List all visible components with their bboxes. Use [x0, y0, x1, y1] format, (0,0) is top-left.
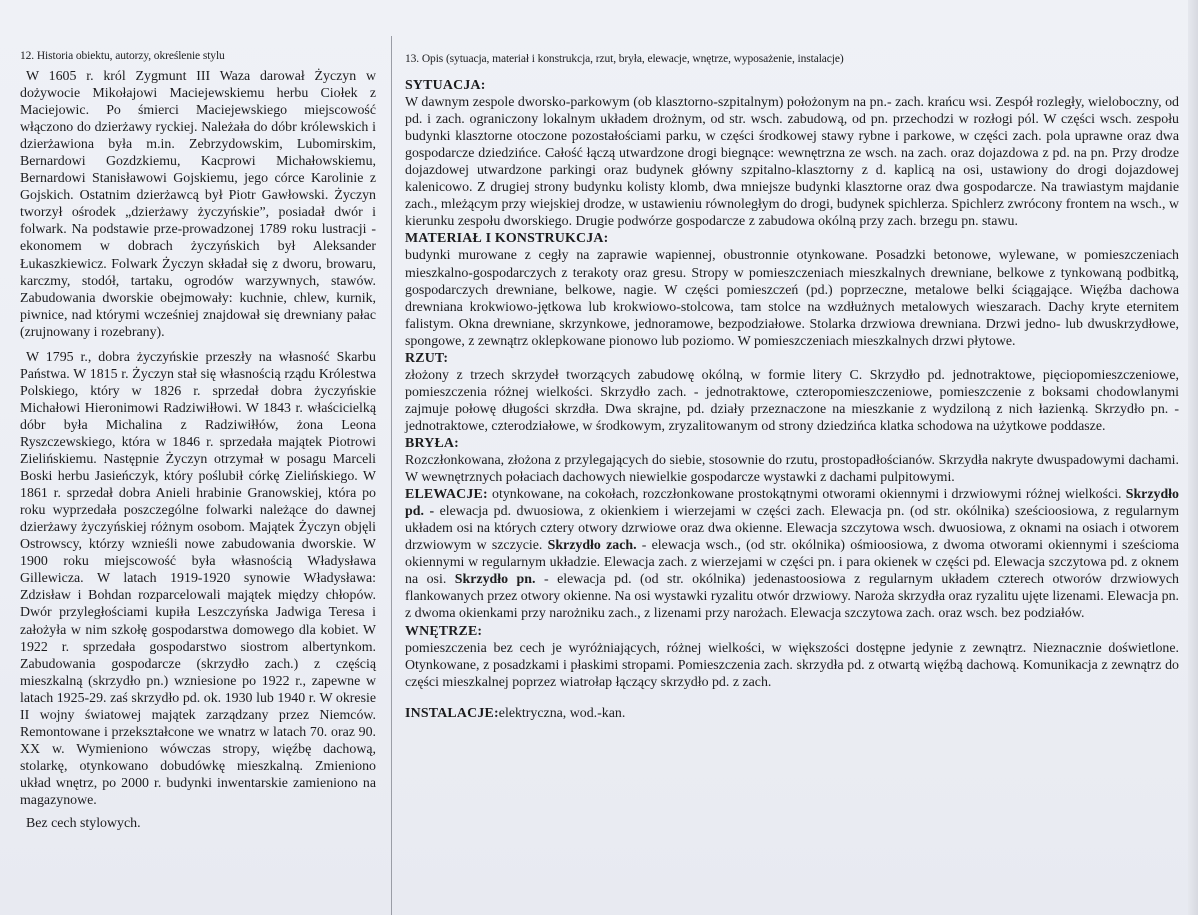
elewacje-paragraph [405, 486, 1179, 622]
history-heading: 12. Historia obiektu, autorzy, określenie stylu [20, 50, 225, 62]
bryla-title: BRYŁA: [405, 435, 459, 451]
instalacje-text: elektryczna, wod.-kan. [498, 705, 626, 721]
style-note: Bez cech stylowych. [26, 816, 141, 832]
elewacje-text-b: elewacja pd. dwuosiowa, z okienkiem i wierzejami w części zach. Elewacja pn. (od str. okólnika) sześcioosiowa, z regularnym układem osi na których cztery otwory dzrwiowe oraz dwa okienne. Elewacja szczytowa wsch. dwuosiowa, z oknami na osiach i otworem drzwiowym w szczycie. [405, 504, 1179, 554]
description-column [405, 52, 1179, 722]
rzut-title: RZUT: [405, 350, 449, 366]
column-divider [391, 36, 392, 915]
elewacje-text-a: otynkowane, na cokołach, rozczłonkowane prostokątnymi otworami okiennymi i drzwiowymi różnej wielkości. [487, 487, 1126, 503]
history-paragraph-1: W 1605 r. król Zygmunt III Waza darował Życzyn w dożywocie Mikołajowi Maciejewskiemu herbu Ciołek z Maciejowic. Po śmierci Maciejewskiego miejscowość włączono do dzierżawy ryckiej. Należała do dóbr królewskich i dzierżawiona była m.in. Zebrzydowskim, Lubomirskim, Bernardowi Gozdzkiemu, Kacprowi Michałowskiemu, Bernardowi Stanisławowi Gojskiemu, jego córce Karolinie z Gojskich. Ostatnim dzierżawcą był Piotr Gawłowski. Życzyn tworzył ośrodek „dzierżawy życzyńskie”, posiadał dwór i folwark. Na podstawie prze-prowadzonej 1789 roku lustracji - ekonomem w dobrach życzyńskich był Aleksander Łukaszkiewicz. Folwark Życzyn składał się z dworu, browaru, karczmy, stodół, tartaku, ogrodów warzywnych, stawów. Zabudowania dworskie obejmowały: kuchnie, chlew, kurnik, piwnice, nad którymi wcześniej znajdował się drewniany pałac (zrujnowany i rozebrany). [20, 69, 376, 340]
history-text [20, 68, 376, 832]
description-heading: 13. Opis (sytuacja, materiał i konstrukcja, rzut, bryła, elewacje, wnętrze, wyposażenie, instalacje) [405, 53, 844, 65]
material-text: budynki murowane z cegły na zaprawie wapiennej, obustronnie otynkowane. Posadzki betonowe, wylewane, w pomieszczeniach mieszkalno-gospodarczych z terakoty oraz gresu. Stropy w pomieszczeniach mieszkalnych drewniane, belkowe z tynkowaną podbitką, gospodarczych drewniane, belkowe, nagie. W części pomieszczeń (pd.) poprzeczne, metalowe belki ściągające. Więźba dachowa drewniana krokwiowo-jętkowa lub krokwiowo-stolcowa, tam stolce na wzdłużnych metalowych wieszarach. Dachy kryte eternitem falistym. Okna drewniane, skrzynkowe, jednoramowe, bezpodziałowe. Stolarka drzwiowa drewniana. Drzwi jedno- lub dwuskrzydłowe, spongowe, z zewnątrz oklepkowane pionowo lub poziomo. W pomieszczeniach mieszkalnych drzwi płytowe. [405, 248, 1179, 349]
history-column [20, 49, 376, 832]
skrzydlo-pd-label: Skrzydło pd. - [405, 487, 1179, 520]
bryla-text: Rozczłonkowana, złożona z przylegających do siebie, stosownie do rzutu, prostopadłościanów. Skrzydła nakryte dwuspadowymi dachami. W wewnętrznych połaciach dachowych niewielkie gospodarcze wystawki z dachami pulpitowymi. [405, 453, 1179, 486]
elewacje-title: ELEWACJE: [405, 487, 488, 503]
instalacje-title: INSTALACJE: [405, 705, 499, 721]
instalacje-paragraph [405, 705, 1179, 722]
skrzydlo-zach-label: Skrzydło zach. [547, 538, 637, 554]
elewacje-text-c: - elewacja wsch., (od str. okólnika) ośmioosiowa, z dwoma otworami okiennymi i sześcioma okiennymi w regularnym układzie. Elewacja zach. z wierzejami w części pn. i para okienek w części pd. Elewacja szczytowa pd. z oknem na osi. [405, 538, 1180, 588]
rzut-text: złożony z trzech skrzydeł tworzących zabudowę okólną, w formie litery C. Skrzydło pd. jednotraktowe, pięciopomieszczeniowe, pomieszczenia różnej wielkości. Skrzydło zach. - jednotraktowe, czteropomieszczeniowe, pomieszczenie z boksami chodowlanymi zajmuje połowę długości skrzdła. Dwa skrajne, pd. działy przeznaczone na mieszkanie z wydziloną z nich łazienką. Skrzydło pn. - jednotraktowe, czterodziałowe, w środkowym, zryzalitowanym od strony dziedzińca klatka schodowa na użytkowe poddasze. [405, 367, 1179, 434]
sytuacja-title: SYTUACJA: [405, 78, 486, 93]
wnetrze-text: pomieszczenia bez cech je wyróżniających, różnej wielkości, w większości dostępne jedynie z zewnątrz. Nieznacznie doświetlone. Otynkowane, z posadzkami i płaskimi stropami. Pomieszczenia zach. skrzydła pd. z otwartą więźbą dachową. Komunikacja z zewnątrz do części mieszkalnej poprzez wiatrołap łączący skrzydło pd. z zach. [405, 640, 1179, 690]
page-edge [1188, 0, 1198, 915]
history-paragraph-2: W 1795 r., dobra życzyńskie przeszły na własność Skarbu Państwa. W 1815 r. Życzyn stał się własnością rządu Królestwa Polskiego, który w 1826 r. sprzedał dobra życzyńskie Michałowi Hieronimowi Radziwiłłowi. W 1843 r. właścicielką dóbr była Michalina z Radziwiłłów, żona Leona Ryszczewskiego, która w 1846 r. sprzedała majątek Piotrowi Zielińskiemu. Następnie Życzyn otrzymał w posagu Marceli Boski herbu Jasieńczyk, który poślubił córkę Zielińskiego. W 1861 r. sprzedał dobra Anieli hrabinie Granowskiej, która po roku wyprzedała poszczególne folwarki należące do dawnej dzierżawy życzyńskiej różnym osobom. Majątek Życzyn objęli Ostrowscy, którzy wznieśli nowe zabudowania dworskie. W 1900 roku miejscowość była własnością Władysława Gillewicza. W latach 1919-1920 synowie Władysława: Zdzisław i Bohdan rozparcelowali majątek między chłopów. Dwór przyległościami kupiła Leszczyńska Jadwiga Teresa i założyła w nim szkołę gospodarstwa domowego dla kobiet. W 1922 r. sprzedała gospodarstwo siostrom albertynkom. Zabudowania gospodarcze (skrzydło zach.) z częścią mieszkalną (skrzydło pn.) wzniesione po 1922 r., zapewne w latach 1925-29. zaś skrzydło pd. ok. 1930 lub 1940 r. W okresie II wojny światowej majątek zarządzany przez Niemców. Remontowane i przekształcone we wnatrz w latach 70. oraz 90. XX w. Wymieniono wówczas stropy, więźbę dachową, stolarkę, otynkowano dobudówkę mieszkalną. Zmieniono układ wnętrz, po 2000 r. budynki inwentarskie zamieniono na magazynowe. [20, 349, 376, 808]
wnetrze-title: WNĘTRZE: [405, 623, 483, 639]
material-title: MATERIAŁ I KONSTRUKCJA: [405, 231, 609, 247]
elewacje-text-d: - elewacja pd. (od str. okólnika) jedenastoosiowa z regularnym układem czterech otworów drzwiowych flankowanych przez otwory okienne. Na osi wystawki ryzalitu otwór drzwiowy. Naroża skrzydła oraz ryzalitu ujęte lizenami. Elewacja pn. z dwoma okienkami przy narożniku zach., z lizenami przy narożach. Elewacja szczytowa zach. oraz wsch. bez podziałów. [405, 572, 1179, 622]
skrzydlo-pn-label: Skrzydło pn. [454, 572, 536, 588]
sytuacja-text: W dawnym zespole dworsko-parkowym (ob klasztorno-szpitalnym) położonym na pn.- zach. krańcu wsi. Zespół rozległy, wieloboczny, od pd. i zach. ograniczony lokalnym układem drożnym, od str. wsch. zabudową, od pn. przechodzi w rozłogi pól. W części wsch. zespołu budynki klasztorne otoczone pozostałościami parku, w części środkowej stawy rybne i parkowe, w części zach. pola uprawne oraz dwa gospodarcze dziedzińce. Całość łączą utwardzone drogi biegnące: wewnętrzna ze wsch. na zach. oraz dojazdowa z pd. na pn. Przy drodze dojazdowej utwardzone parkingi oraz budynek główny szpitalno-klasztorny z d. kaplicą na osi, ustawiony do drogi dojazdowej kalenicowo. Z drugiej strony budynku kolisty klomb, dwa mniejsze budynki klasztorne oraz dwa gospodarcze. Na trawiastym majdanie zach., mleżącym przy wiejskiej drodze, w ustawieniu równoległym do drogi, budynek spichlerza. Spichlerz zwrócony frontem na wsch., w kierunku zespołu dworskiego. Drugie podwórze gospodarcze z zabudowa okólną przy zach. brzegu pn. stawu. [405, 95, 1179, 230]
description-text [405, 77, 1179, 722]
